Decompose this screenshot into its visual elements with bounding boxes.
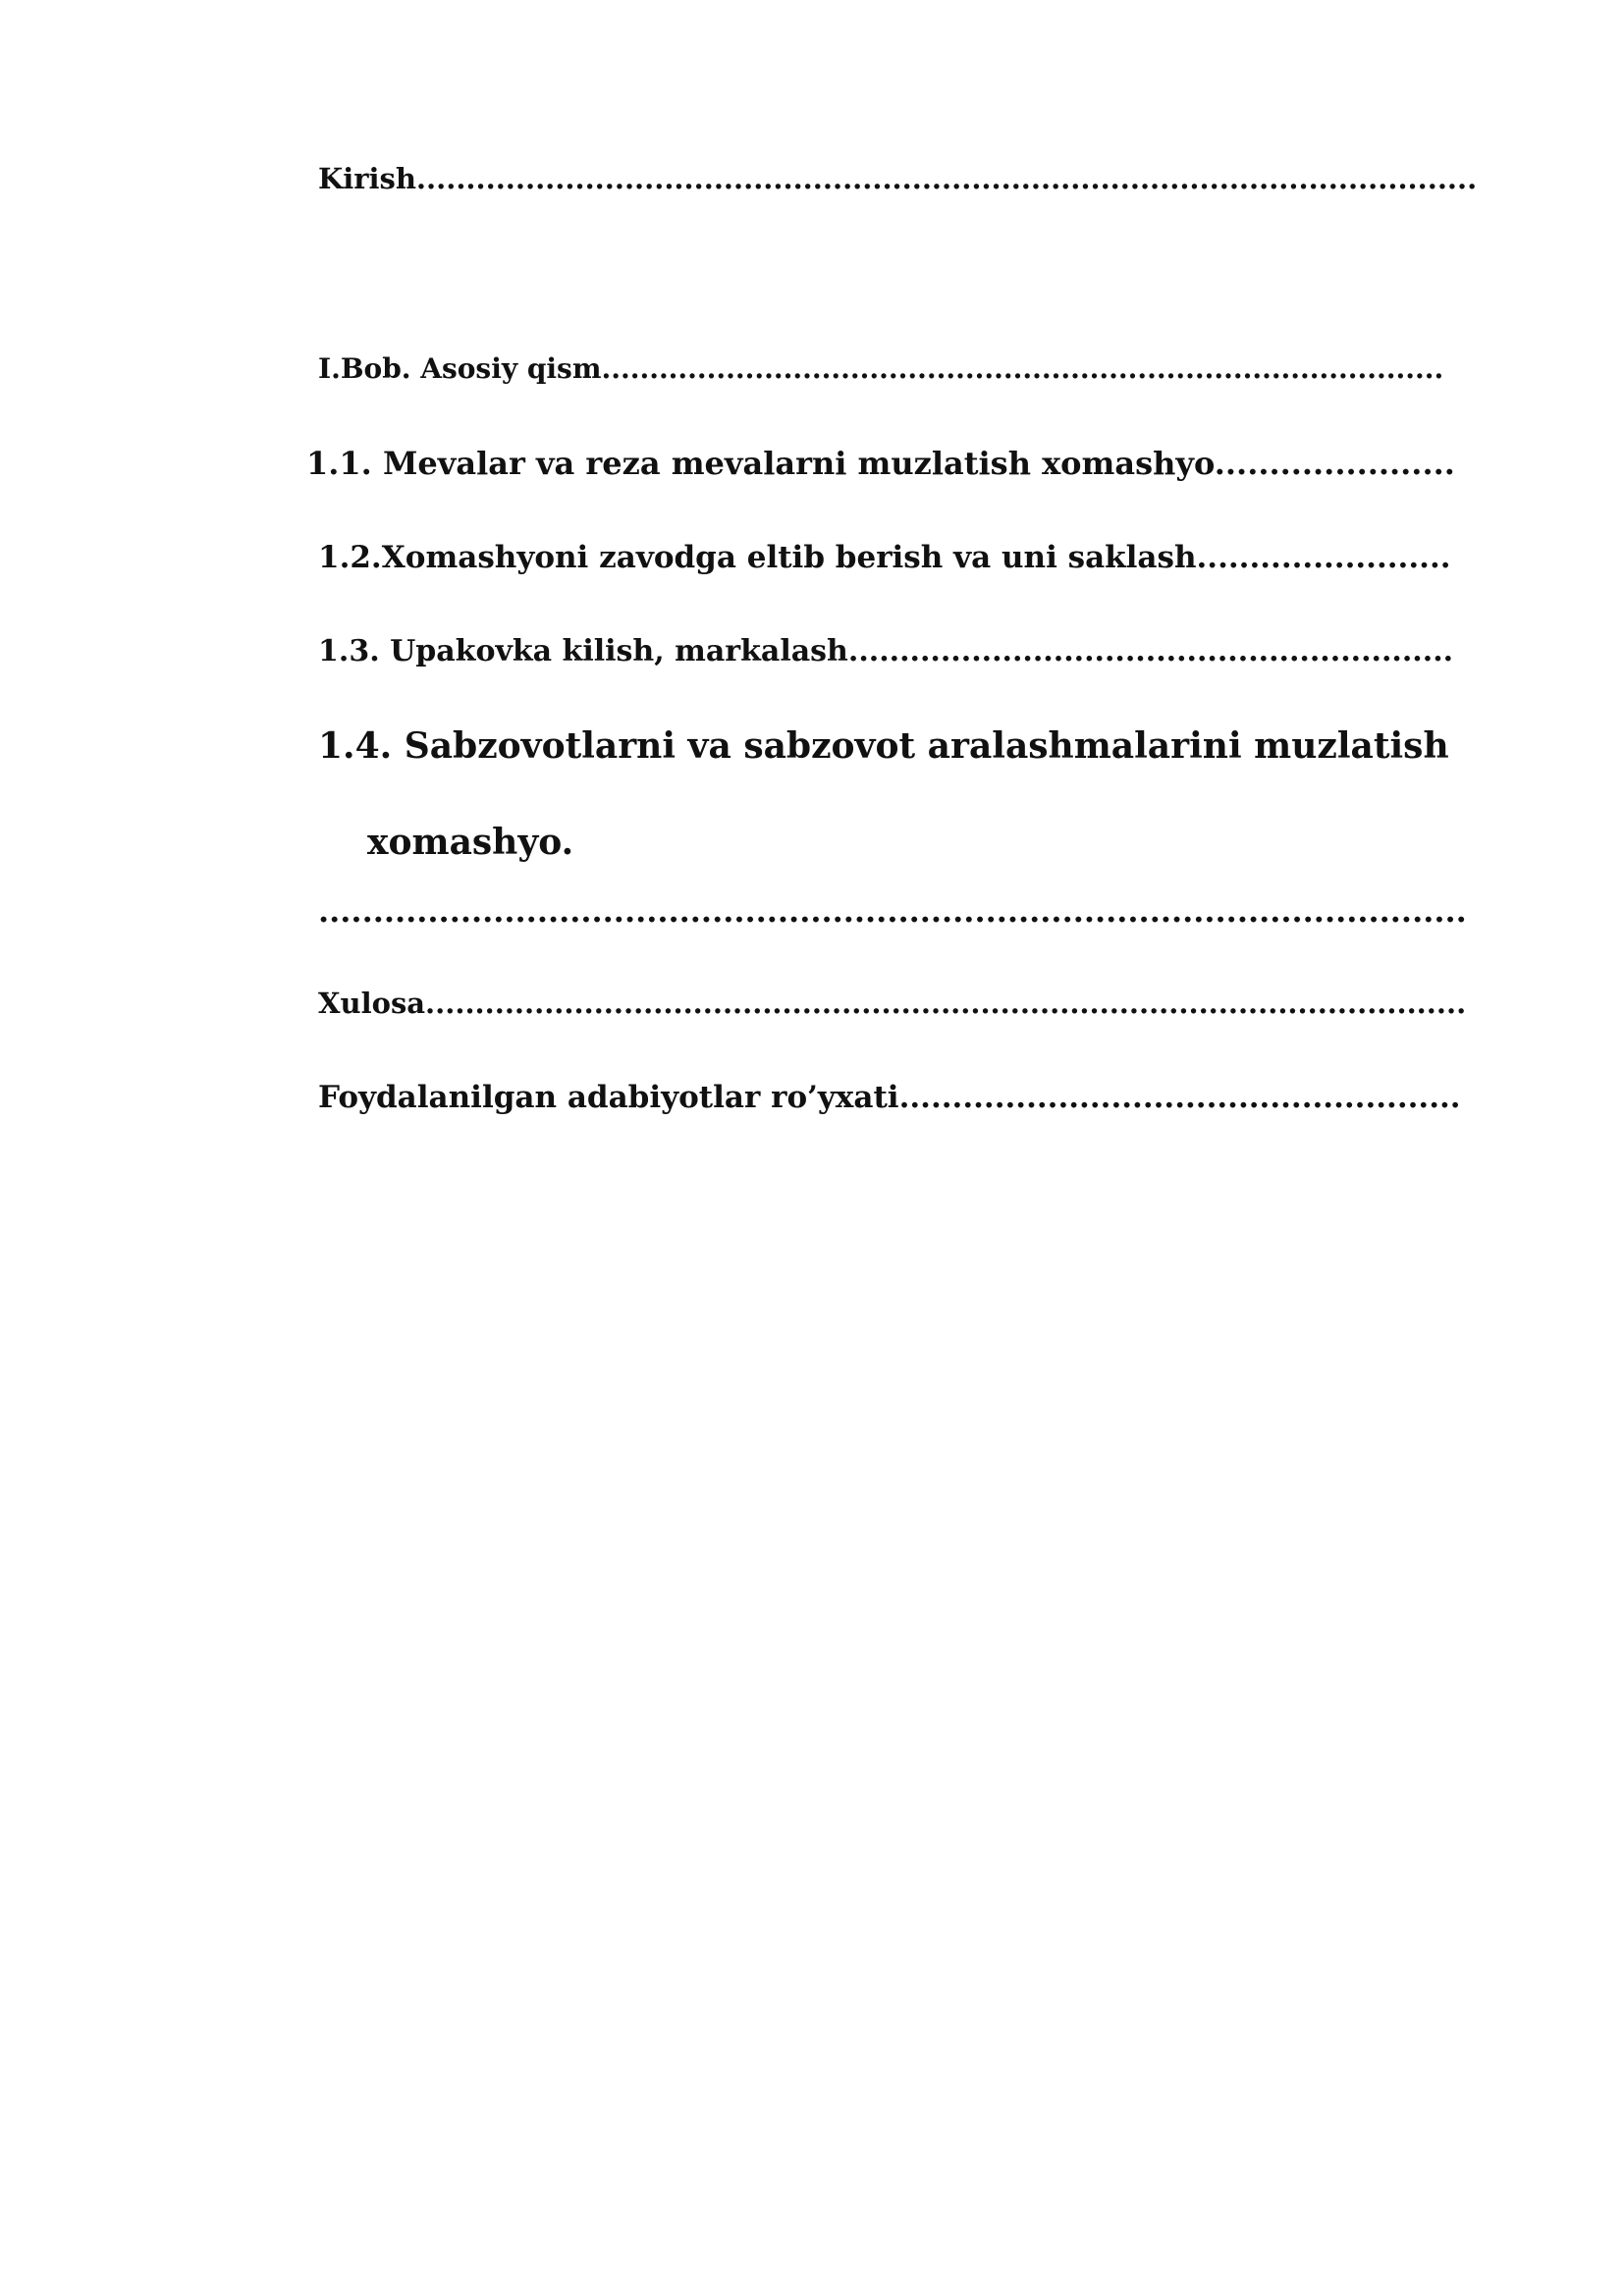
toc-entry-chapter-1: I.Bob. Asosiy qism........................................................................................ — [318, 352, 1444, 385]
toc-entry-kirish: Kirish........................................................................................................... — [318, 162, 1478, 195]
toc-entry-references: Foydalanilgan adabiyotlar ro’yxati..................................................... — [318, 1080, 1461, 1115]
toc-entry-xulosa: Xulosa......................................................................................................... — [318, 987, 1467, 1020]
toc-entry-1-2: 1.2.Xomashyoni zavodga eltib berish va uni saklash........................ — [318, 540, 1451, 575]
toc-entry-1-1: 1.1. Mevalar va reza mevalarni muzlatish xomashyo...................... — [306, 445, 1455, 482]
toc-entry-1-3: 1.3. Upakovka kilish, markalash........................................................... — [318, 634, 1454, 668]
toc-entry-1-4-leader: ......................................................................................................... — [318, 892, 1467, 930]
toc-entry-1-4-line2: xomashyo. — [367, 822, 574, 863]
toc-entry-1-4-line1: 1.4. Sabzovotlarni va sabzovot aralashmalarini muzlatish — [318, 725, 1449, 767]
